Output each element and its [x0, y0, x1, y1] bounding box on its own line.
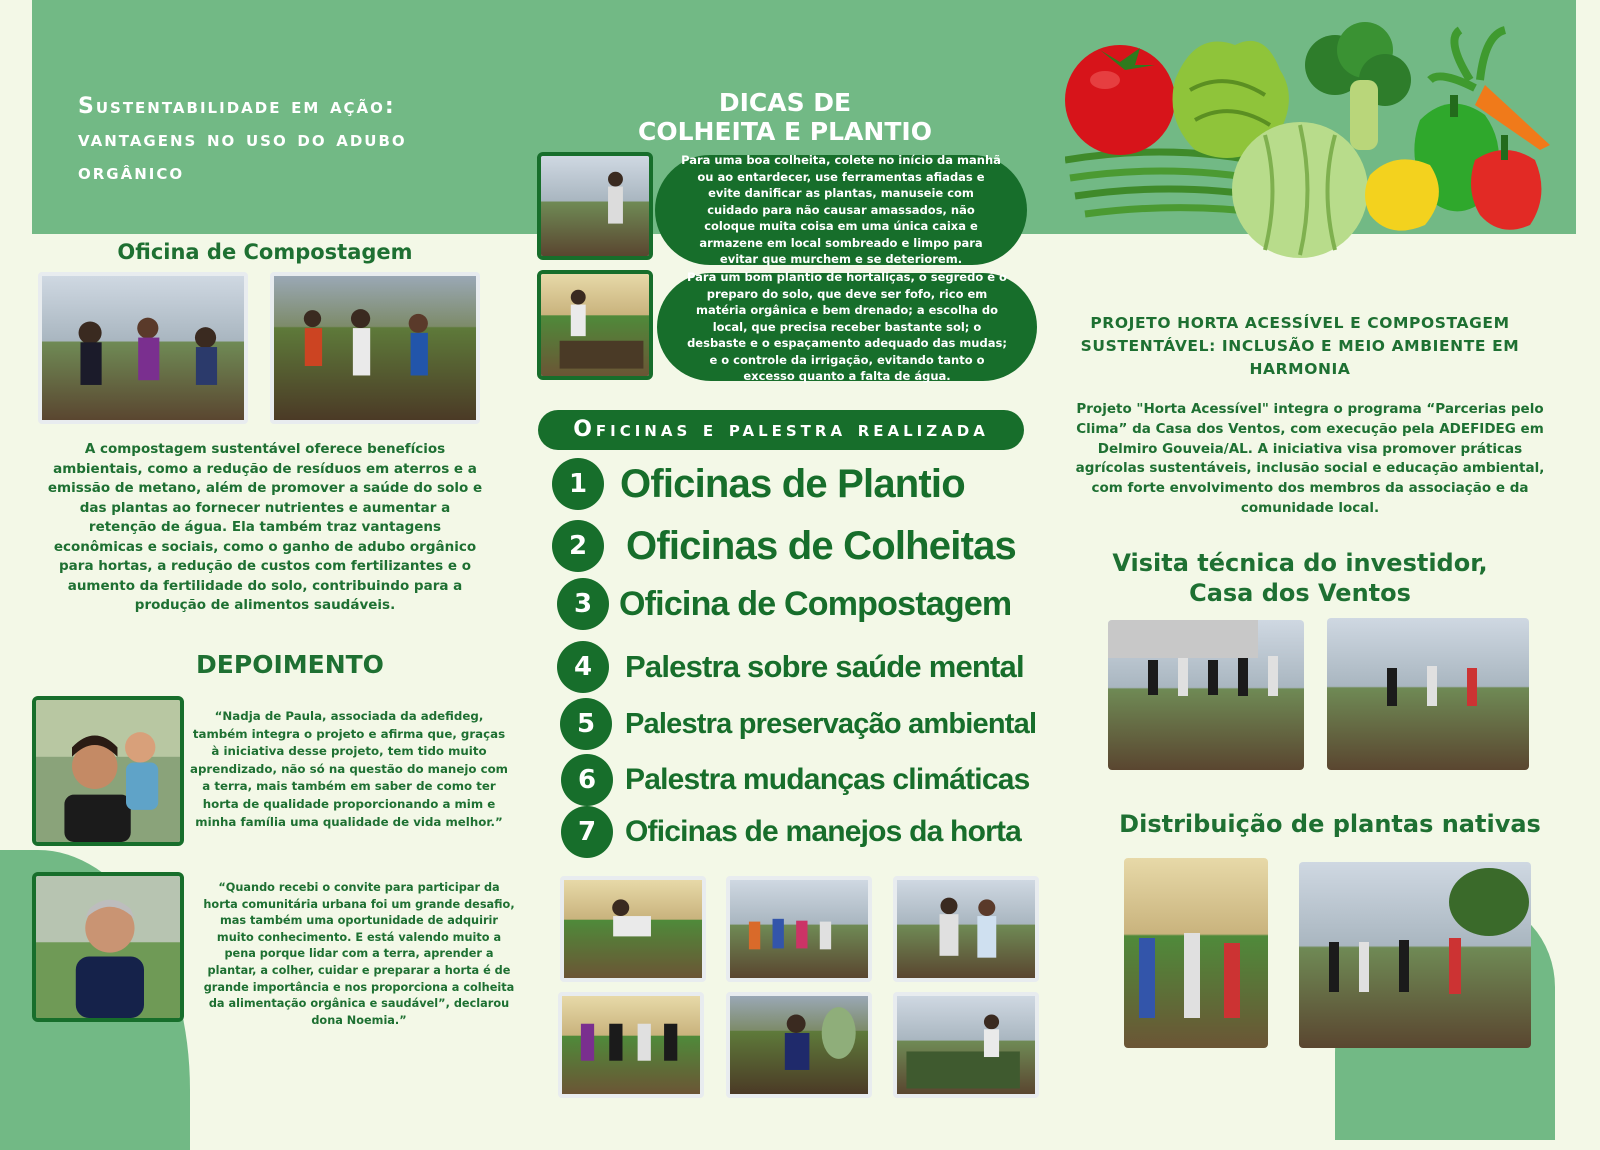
vegetables-illustration: [1065, 10, 1585, 260]
workshop-photo-4: [558, 992, 704, 1098]
number-badge: 2: [552, 520, 604, 572]
workshop-item-3: [557, 578, 1011, 630]
workshop-photo-3: [893, 876, 1039, 982]
number-badge: 1: [552, 458, 604, 510]
visit-title: [1075, 548, 1525, 608]
cabbage-icon: [1232, 122, 1368, 258]
tip-photo-2: [537, 270, 653, 380]
workshop-item-2: [552, 520, 1016, 572]
distribution-photo-2: [1299, 862, 1531, 1048]
workshop-label: Oficinas de Plantio: [620, 461, 965, 506]
compost-title: Oficina de Compostagem: [117, 240, 413, 264]
tips-title: [560, 88, 1010, 146]
testimony-quote-2: “Quando recebi o convite para participar da horta comunitária urbana foi um grande desafio, mas também uma oportunidade de adquirir muito conhecimento. E está valendo muito a pena porque lidar com a terra, aprender a plantar, a colher, cuidar e preparar a horta é de grande importância e nos proporciona a colheita da alimentação orgânica e saudável”, declarou dona Noemia.”: [203, 881, 515, 1027]
page-title: Sustentabilidade em ação: vantagens no uso do adubo orgânico: [78, 94, 407, 185]
project-title: PROJETO HORTA ACESSÍVEL E COMPOSTAGEM SUSTENTÁVEL: INCLUSÃO E MEIO AMBIENTE EM HARMONIA: [1080, 314, 1520, 378]
workshops-title: Oficinas e palestra realizada: [538, 410, 1024, 450]
visit-photo-1: [1108, 620, 1304, 770]
testimony-quote-1: “Nadja de Paula, associada da adefideg, também integra o projeto e afirma que, graças à iniciativa desse projeto, tem tido muito aprendizado, não só na questão do manejo com a terra, mais também em saber de como ter horta de qualidade proporcionando a mim e minha família uma qualidade de vida melhor.”: [190, 709, 508, 829]
compost-text: A compostagem sustentável oferece benefícios ambientais, como a redução de resíduos em aterros e a emissão de metano, além de promover a saúde do solo e das plantas ao fornecer nutrientes e aumentar a retenção de água. Ela também traz vantagens econômicas e sociais, como o ganho de adubo orgânico para hortas, a redução de custos com fertilizantes e o aumento da fertilidade do solo, contribuindo para a produção de alimentos saudáveis.: [47, 441, 483, 613]
workshop-photo-6: [893, 992, 1039, 1098]
visit-title-line1: Visita técnica do investidor,: [1112, 549, 1488, 577]
workshop-photo-5: [726, 992, 872, 1098]
compost-photo-2: [270, 272, 480, 424]
tips-title-line2: COLHEITA E PLANTIO: [638, 117, 932, 146]
project-text: Projeto "Horta Acessível" integra o programa “Parcerias pelo Clima” da Casa dos Ventos, com execução pela ADEFIDEG em Delmiro Gouveia/AL. A iniciativa visa promover práticas agrícolas sustentáveis, inclusão social e educação ambiental, com forte envolvimento dos membros da associação e da comunidade local.: [1075, 401, 1545, 516]
workshop-item-5: [560, 698, 1036, 750]
workshop-item-1: [552, 458, 965, 510]
workshop-label: Oficinas de Colheitas: [626, 523, 1016, 568]
number-badge: 3: [557, 578, 609, 630]
tip-planting: Para um bom plantio de hortaliças, o segredo é o preparo do solo, que deve ser fofo, rico em matéria orgânica e bem drenado; a escolha do local, que precisa receber bastante sol; o desbaste e o espaçamento adequado das mudas; e o controle da irrigação, evitando tanto o excesso quanto a falta de água.: [657, 273, 1037, 381]
workshop-item-4: [557, 641, 1024, 693]
tips-title-line1: DICAS DE: [718, 88, 852, 117]
workshop-item-7: [561, 806, 1021, 858]
distribution-photo-1: [1124, 858, 1268, 1048]
workshop-label: Palestra sobre saúde mental: [625, 649, 1024, 684]
workshop-item-6: [561, 754, 1030, 806]
tip-photo-1: [537, 152, 653, 260]
compost-photo-1: [38, 272, 248, 424]
workshop-label: Palestra mudanças climáticas: [625, 763, 1030, 796]
tomato-icon: [1065, 45, 1175, 155]
visit-title-line2: Casa dos Ventos: [1189, 579, 1411, 607]
number-badge: 4: [557, 641, 609, 693]
workshop-label: Oficina de Compostagem: [619, 584, 1012, 623]
number-badge: 6: [561, 754, 613, 806]
workshop-photo-2: [726, 876, 872, 982]
testimony-photo-2: [32, 872, 184, 1022]
distribution-title: Distribuição de plantas nativas: [1119, 810, 1541, 838]
workshop-label: Oficinas de manejos da horta: [625, 815, 1022, 848]
number-badge: 5: [560, 698, 612, 750]
yellow-pepper-icon: [1365, 159, 1439, 230]
tip-harvest: Para uma boa colheita, colete no início da manhã ou ao entardecer, use ferramentas afiadas e evite danificar as plantas, manuseie com cuidado para não causar amassados, não coloque muita coisa em uma única caixa e armazene em local sombreado e limpo para evitar que murchem e se deteriorem.: [655, 155, 1027, 265]
workshop-photo-1: [560, 876, 706, 982]
testimony-photo-1: [32, 696, 184, 846]
visit-photo-2: [1327, 618, 1529, 770]
number-badge: 7: [561, 806, 613, 858]
testimony-title: DEPOIMENTO: [196, 650, 384, 679]
workshop-label: Palestra preservação ambiental: [625, 707, 1037, 740]
